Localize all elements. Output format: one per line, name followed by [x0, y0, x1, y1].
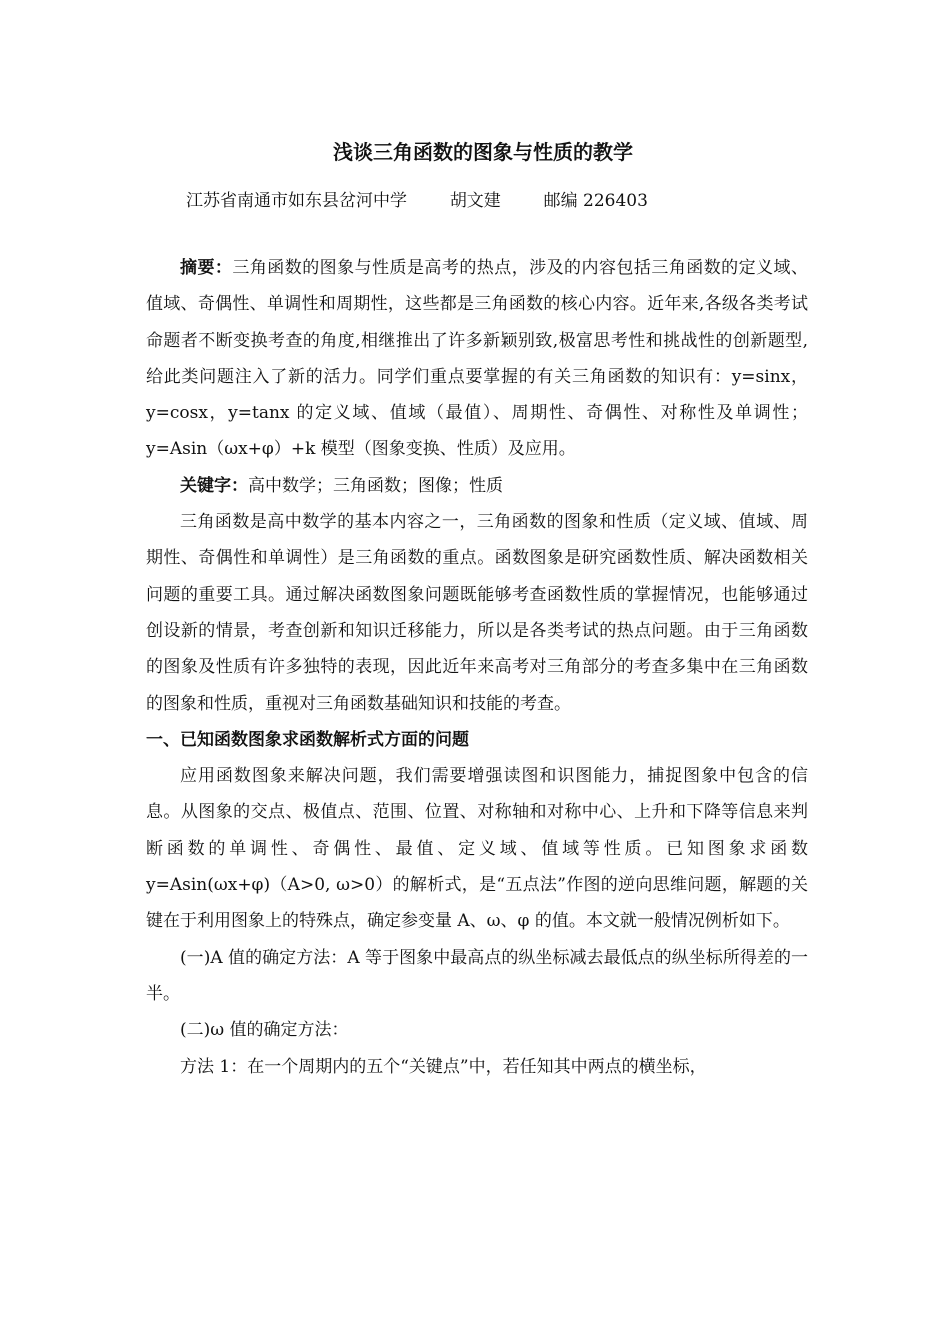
abstract-paragraph: [146, 250, 808, 468]
author-postcode: 邮编 226403: [543, 191, 648, 211]
body-paragraph: (一)A 值的确定方法：A 等于图象中最高点的纵坐标减去最低点的纵坐标所得差的一半。: [146, 947, 808, 1004]
section-heading: 一、已知函数图象求函数解析式方面的问题: [146, 729, 469, 750]
abstract-label: 摘要：: [180, 258, 233, 278]
document-page: [146, 0, 808, 1085]
keywords-label: 关键字：: [180, 475, 248, 496]
author-name: 胡文建: [449, 191, 501, 211]
keywords-paragraph: [146, 468, 808, 504]
author-line: [146, 188, 808, 214]
body-paragraph: 应用函数图象来解决问题，我们需要增强读图和识图能力，捕捉图象中包含的信息。从图象的交点、极值点、范围、位置、对称轴和对称中心、上升和下降等信息来判断函数的单调性、奇偶性、最值、定义域、值域等性质。已知图象求函数 y=Asin(ωx+φ)（A>0, ω>0）的解析式，是“五点法”作图的逆向思维问题，解题的关键在于利用图象上的特殊点，确定参变量 A、ω、φ 的值。本文就一般情况例析如下。: [146, 766, 808, 932]
abstract-text: 三角函数的图象与性质是高考的热点，涉及的内容包括三角函数的定义域、值域、奇偶性、单调性和周期性，这些都是三角函数的核心内容。近年来,各级各类考试命题者不断变换考查的角度,相继推出了许多新颖别致,极富思考性和挑战性的创新题型,给此类问题注入了新的活力。同学们重点要掌握的有关三角函数的知识有：y=sinx，y=cosx，y=tanx 的定义域、值域（最值）、周期性、奇偶性、对称性及单调性；y=Asin（ωx+φ）+k 模型（图象变换、性质）及应用。: [146, 258, 809, 460]
intro-paragraph: 三角函数是高中数学的基本内容之一，三角函数的图象和性质（定义域、值域、周期性、奇偶性和单调性）是三角函数的重点。函数图象是研究函数性质、解决函数相关问题的重要工具。通过解决函数图象问题既能够考查函数性质的掌握情况，也能够通过创设新的情景，考查创新和知识迁移能力，所以是各类考试的热点问题。由于三角函数的图象及性质有许多独特的表现，因此近年来高考对三角部分的考查多集中在三角函数的图象和性质，重视对三角函数基础知识和技能的考查。: [146, 512, 808, 714]
page-title: 浅谈三角函数的图象与性质的教学: [333, 140, 633, 164]
body-paragraph: (二)ω 值的确定方法：: [180, 1020, 349, 1041]
keywords-text: 高中数学；三角函数；图像；性质: [248, 475, 503, 496]
author-school: 江苏省南通市如东县岔河中学: [186, 191, 407, 211]
body-paragraph: 方法 1：在一个周期内的五个“关键点”中，若任知其中两点的横坐标，: [180, 1056, 707, 1077]
